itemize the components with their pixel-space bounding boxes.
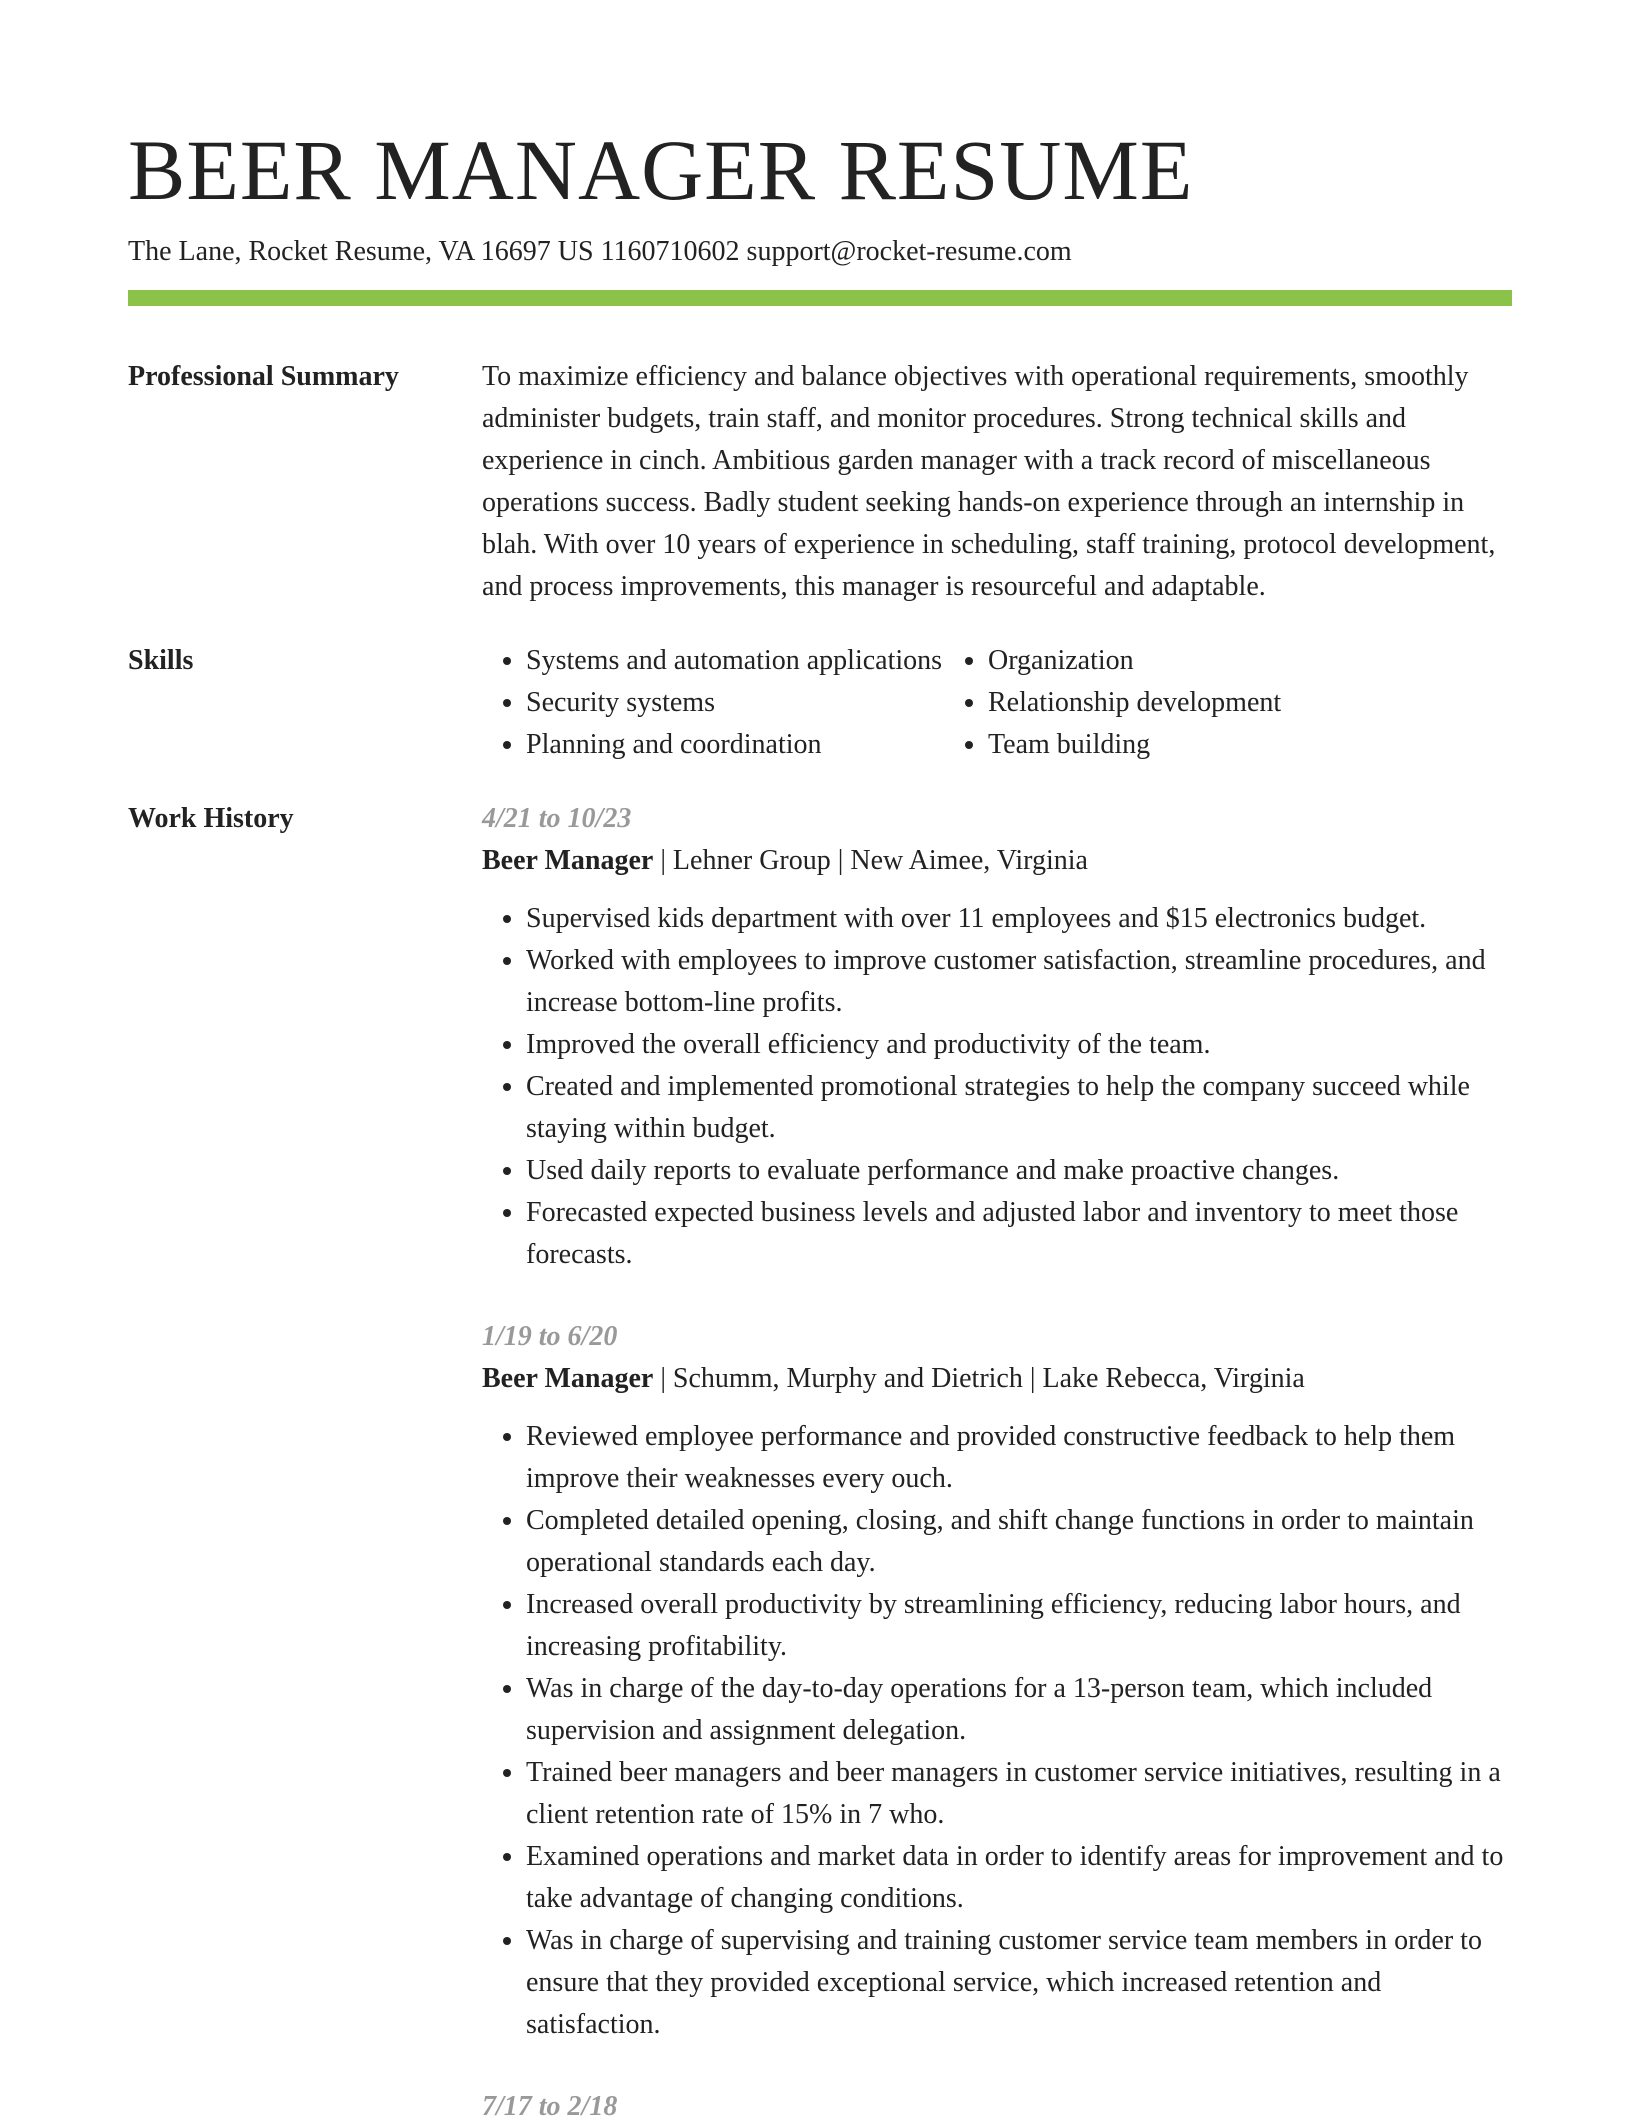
job-bullet: • Supervised kids department with over 11 employees and $15 electronics budget.: [526, 898, 1512, 940]
job-bullet-list: [482, 898, 1512, 1276]
job-heading: [482, 1358, 1512, 1400]
job-heading: [482, 840, 1512, 882]
work-history-section: [128, 798, 1512, 2128]
job-title: Beer Manager: [482, 1363, 654, 1394]
job-bullet: • Was in charge of supervising and training customer service team members in order to ensure that they provided exceptional service, which increased retention and satisfaction.: [526, 1920, 1512, 2046]
job-bullet: • Used daily reports to evaluate performance and make proactive changes.: [526, 1150, 1512, 1192]
skill-item: • Organization: [988, 640, 1512, 682]
job-employer-location: | Schumm, Murphy and Dietrich | Lake Rebecca, Virginia: [653, 1363, 1305, 1394]
job-entry: [482, 1316, 1512, 2046]
job-dates: 1/19 to 6/20: [482, 1321, 618, 1352]
skills-right-column: [944, 640, 1512, 766]
resume-title: BEER MANAGER RESUME: [128, 122, 1194, 218]
header-accent-rule: [128, 290, 1512, 306]
job-dates: 4/21 to 10/23: [482, 803, 632, 834]
resume-page: [128, 0, 1512, 2128]
job-bullet: • Was in charge of the day-to-day operations for a 13-person team, which included supervision and assignment delegation.: [526, 1668, 1512, 1752]
job-dates: 7/17 to 2/18: [482, 2091, 618, 2122]
contact-line: The Lane, Rocket Resume, VA 16697 US 1160710602 support@rocket-resume.com: [128, 236, 1072, 267]
job-employer-location: | Lehner Group | New Aimee, Virginia: [653, 845, 1088, 876]
skill-item: • Systems and automation applications: [526, 640, 944, 682]
job-bullet: • Created and implemented promotional strategies to help the company succeed while staying within budget.: [526, 1066, 1512, 1150]
skills-section: [128, 640, 1512, 766]
professional-summary-text: To maximize efficiency and balance objectives with operational requirements, smoothly administer budgets, train staff, and monitor procedures. Strong technical skills and experience in cinch. Ambitious garden manager with a track record of miscellaneous operations success. Badly student seeking hands-on experience through an internship in blah. With over 10 years of experience in scheduling, staff training, protocol development, and process improvements, this manager is resourceful and adaptable.: [482, 361, 1496, 602]
skill-item: • Team building: [988, 724, 1512, 766]
skills-label: Skills: [128, 645, 194, 676]
job-bullet: • Trained beer managers and beer managers in customer service initiatives, resulting in a client retention rate of 15% in 7 who.: [526, 1752, 1512, 1836]
job-bullet: • Increased overall productivity by streamlining efficiency, reducing labor hours, and increasing profitability.: [526, 1584, 1512, 1668]
job-title: Beer Manager: [482, 845, 654, 876]
work-history-label: Work History: [128, 803, 294, 834]
job-bullet: • Worked with employees to improve customer satisfaction, streamline procedures, and increase bottom-line profits.: [526, 940, 1512, 1024]
job-entry: [482, 2086, 1512, 2128]
skills-left-column: [482, 640, 944, 766]
job-bullet: • Forecasted expected business levels and adjusted labor and inventory to meet those forecasts.: [526, 1192, 1512, 1276]
skill-item: • Relationship development: [988, 682, 1512, 724]
job-bullet-list: [482, 1416, 1512, 2046]
job-bullet: • Reviewed employee performance and provided constructive feedback to help them improve their weaknesses every ouch.: [526, 1416, 1512, 1500]
skills-columns: [482, 640, 1512, 766]
skill-item: • Planning and coordination: [526, 724, 944, 766]
job-entry: [482, 798, 1512, 1276]
professional-summary-section: [128, 356, 1512, 608]
job-bullet: • Completed detailed opening, closing, and shift change functions in order to maintain operational standards each day.: [526, 1500, 1512, 1584]
professional-summary-label: Professional Summary: [128, 361, 399, 392]
job-bullet: • Improved the overall efficiency and productivity of the team.: [526, 1024, 1512, 1066]
skill-item: • Security systems: [526, 682, 944, 724]
job-bullet: • Examined operations and market data in order to identify areas for improvement and to take advantage of changing conditions.: [526, 1836, 1512, 1920]
